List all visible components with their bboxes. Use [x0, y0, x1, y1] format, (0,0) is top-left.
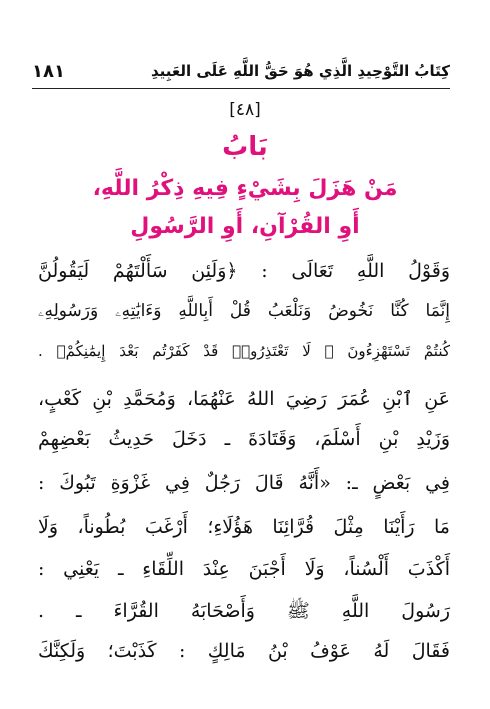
- body-line: رَسُولَ اللَّهِ ﷺ وَأَصْحَابَهُ القُرَّاءَ ـ .: [38, 600, 450, 622]
- page-number: ١٨١: [32, 60, 65, 82]
- chapter-number: [٤٨]: [229, 100, 261, 120]
- body-line: وَزَيْدِ بْنِ أَسْلَمَ، وَقَتَادَةَ ـ دَخَلَ حَدِيثُ بَعْضِهِمْ: [38, 428, 450, 450]
- body-line: إِنَّمَا كُنَّا نَخُوضُ وَنَلْعَبُ قُلْ أَبِاللَّهِ وَءَايَٰتِهِۦ وَرَسُولِهِۦ: [38, 301, 450, 321]
- running-title: كِتَابُ التَّوْحِيدِ الَّذِي هُوَ حَقُّ اللَّهِ عَلَى العَبِيدِ: [150, 62, 450, 80]
- body-line: وَقَوْلُ اللَّهِ تَعَالَى : ﴿وَلَئِن سَأَلْتَهُمْ لَيَقُولُنَّ: [38, 260, 450, 282]
- chapter-label: بَابُ: [222, 132, 268, 162]
- body-line: مَا رَأَيْنَا مِثْلَ قُرَّائِنَا هَؤُلَاءِ؛ أَرْغَبَ بُطُوناً، وَلَا: [38, 516, 450, 538]
- chapter-heading-line-1: مَنْ هَزَلَ بِشَيْءٍ فِيهِ ذِكْرُ اللَّهِ،: [92, 176, 398, 201]
- body-line: فَقَالَ لَهُ عَوْفُ بْنُ مَالِكٍ : كَذَبْتَ؛ وَلَكِنَّكَ: [38, 640, 450, 662]
- body-line: عَنِ ٱبْنِ عُمَرَ رَضِيَ اللهُ عَنْهُمَا، وَمُحَمَّدِ بْنِ كَعْبٍ،: [38, 388, 450, 410]
- body-line: أَكْذَبَ أَلْسُناً، وَلَا أَجْبَنَ عِنْدَ اللِّقَاءِ ـ يَعْنِي :: [38, 558, 450, 580]
- body-line: كُنتُمْ تَسْتَهْزِءُونَ ۞ لَا تَعْتَذِرُوا۟ قَدْ كَفَرْتُم بَعْدَ إِيمَٰنِكُمْ﴾ .: [38, 342, 450, 360]
- body-line: فِي بَعْضٍ ـ: «أَنَّهُ قَالَ رَجُلٌ فِي غَزْوَةِ تَبُوكَ :: [38, 472, 450, 494]
- header-rule: [32, 88, 450, 89]
- chapter-heading-line-2: أَوِ القُرْآنِ، أَوِ الرَّسُولِ: [130, 214, 360, 239]
- running-header: [32, 56, 450, 86]
